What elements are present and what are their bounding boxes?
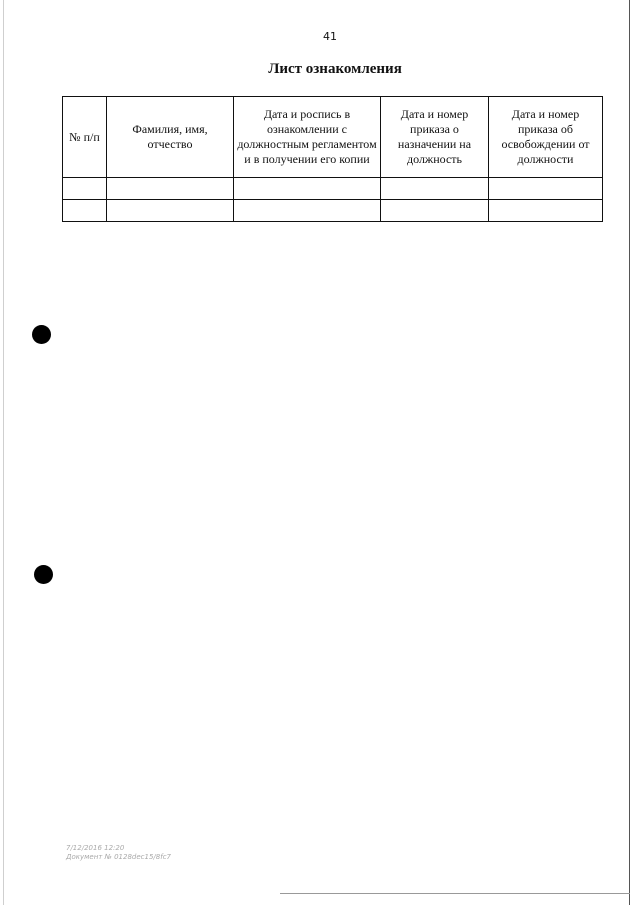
table-cell xyxy=(489,178,603,200)
table-header-row xyxy=(63,97,603,178)
scan-edge-bottom xyxy=(280,893,630,894)
stamp-line-date: 7/12/2016 12:20 xyxy=(66,844,125,852)
table-cell xyxy=(234,200,381,222)
table-row xyxy=(63,200,603,222)
page-number: 41 xyxy=(323,30,337,43)
table-cell xyxy=(381,200,489,222)
stamp-line-document: Документ № 0128dec15/8fc7 xyxy=(66,853,171,861)
table-cell xyxy=(107,178,234,200)
table-cell xyxy=(489,200,603,222)
page-title: Лист ознакомления xyxy=(268,61,402,77)
header-appointment-order: Дата и номер приказа о назначении на должность xyxy=(381,97,489,178)
table-row xyxy=(63,178,603,200)
scan-edge-left xyxy=(3,0,4,905)
acknowledgement-table xyxy=(62,96,603,222)
table-cell xyxy=(63,200,107,222)
registration-stamp xyxy=(66,844,171,862)
scan-edge-right xyxy=(629,0,630,905)
punch-hole-bottom xyxy=(34,565,53,584)
header-signature-date: Дата и роспись в ознакомлении с должностным регламентом и в получении его копии xyxy=(234,97,381,178)
punch-hole-top xyxy=(32,325,51,344)
table-cell xyxy=(234,178,381,200)
table-cell xyxy=(107,200,234,222)
header-full-name: Фамилия, имя, отчество xyxy=(107,97,234,178)
header-dismissal-order: Дата и номер приказа об освобождении от должности xyxy=(489,97,603,178)
table-cell xyxy=(381,178,489,200)
table-cell xyxy=(63,178,107,200)
header-number: № п/п xyxy=(63,97,107,178)
